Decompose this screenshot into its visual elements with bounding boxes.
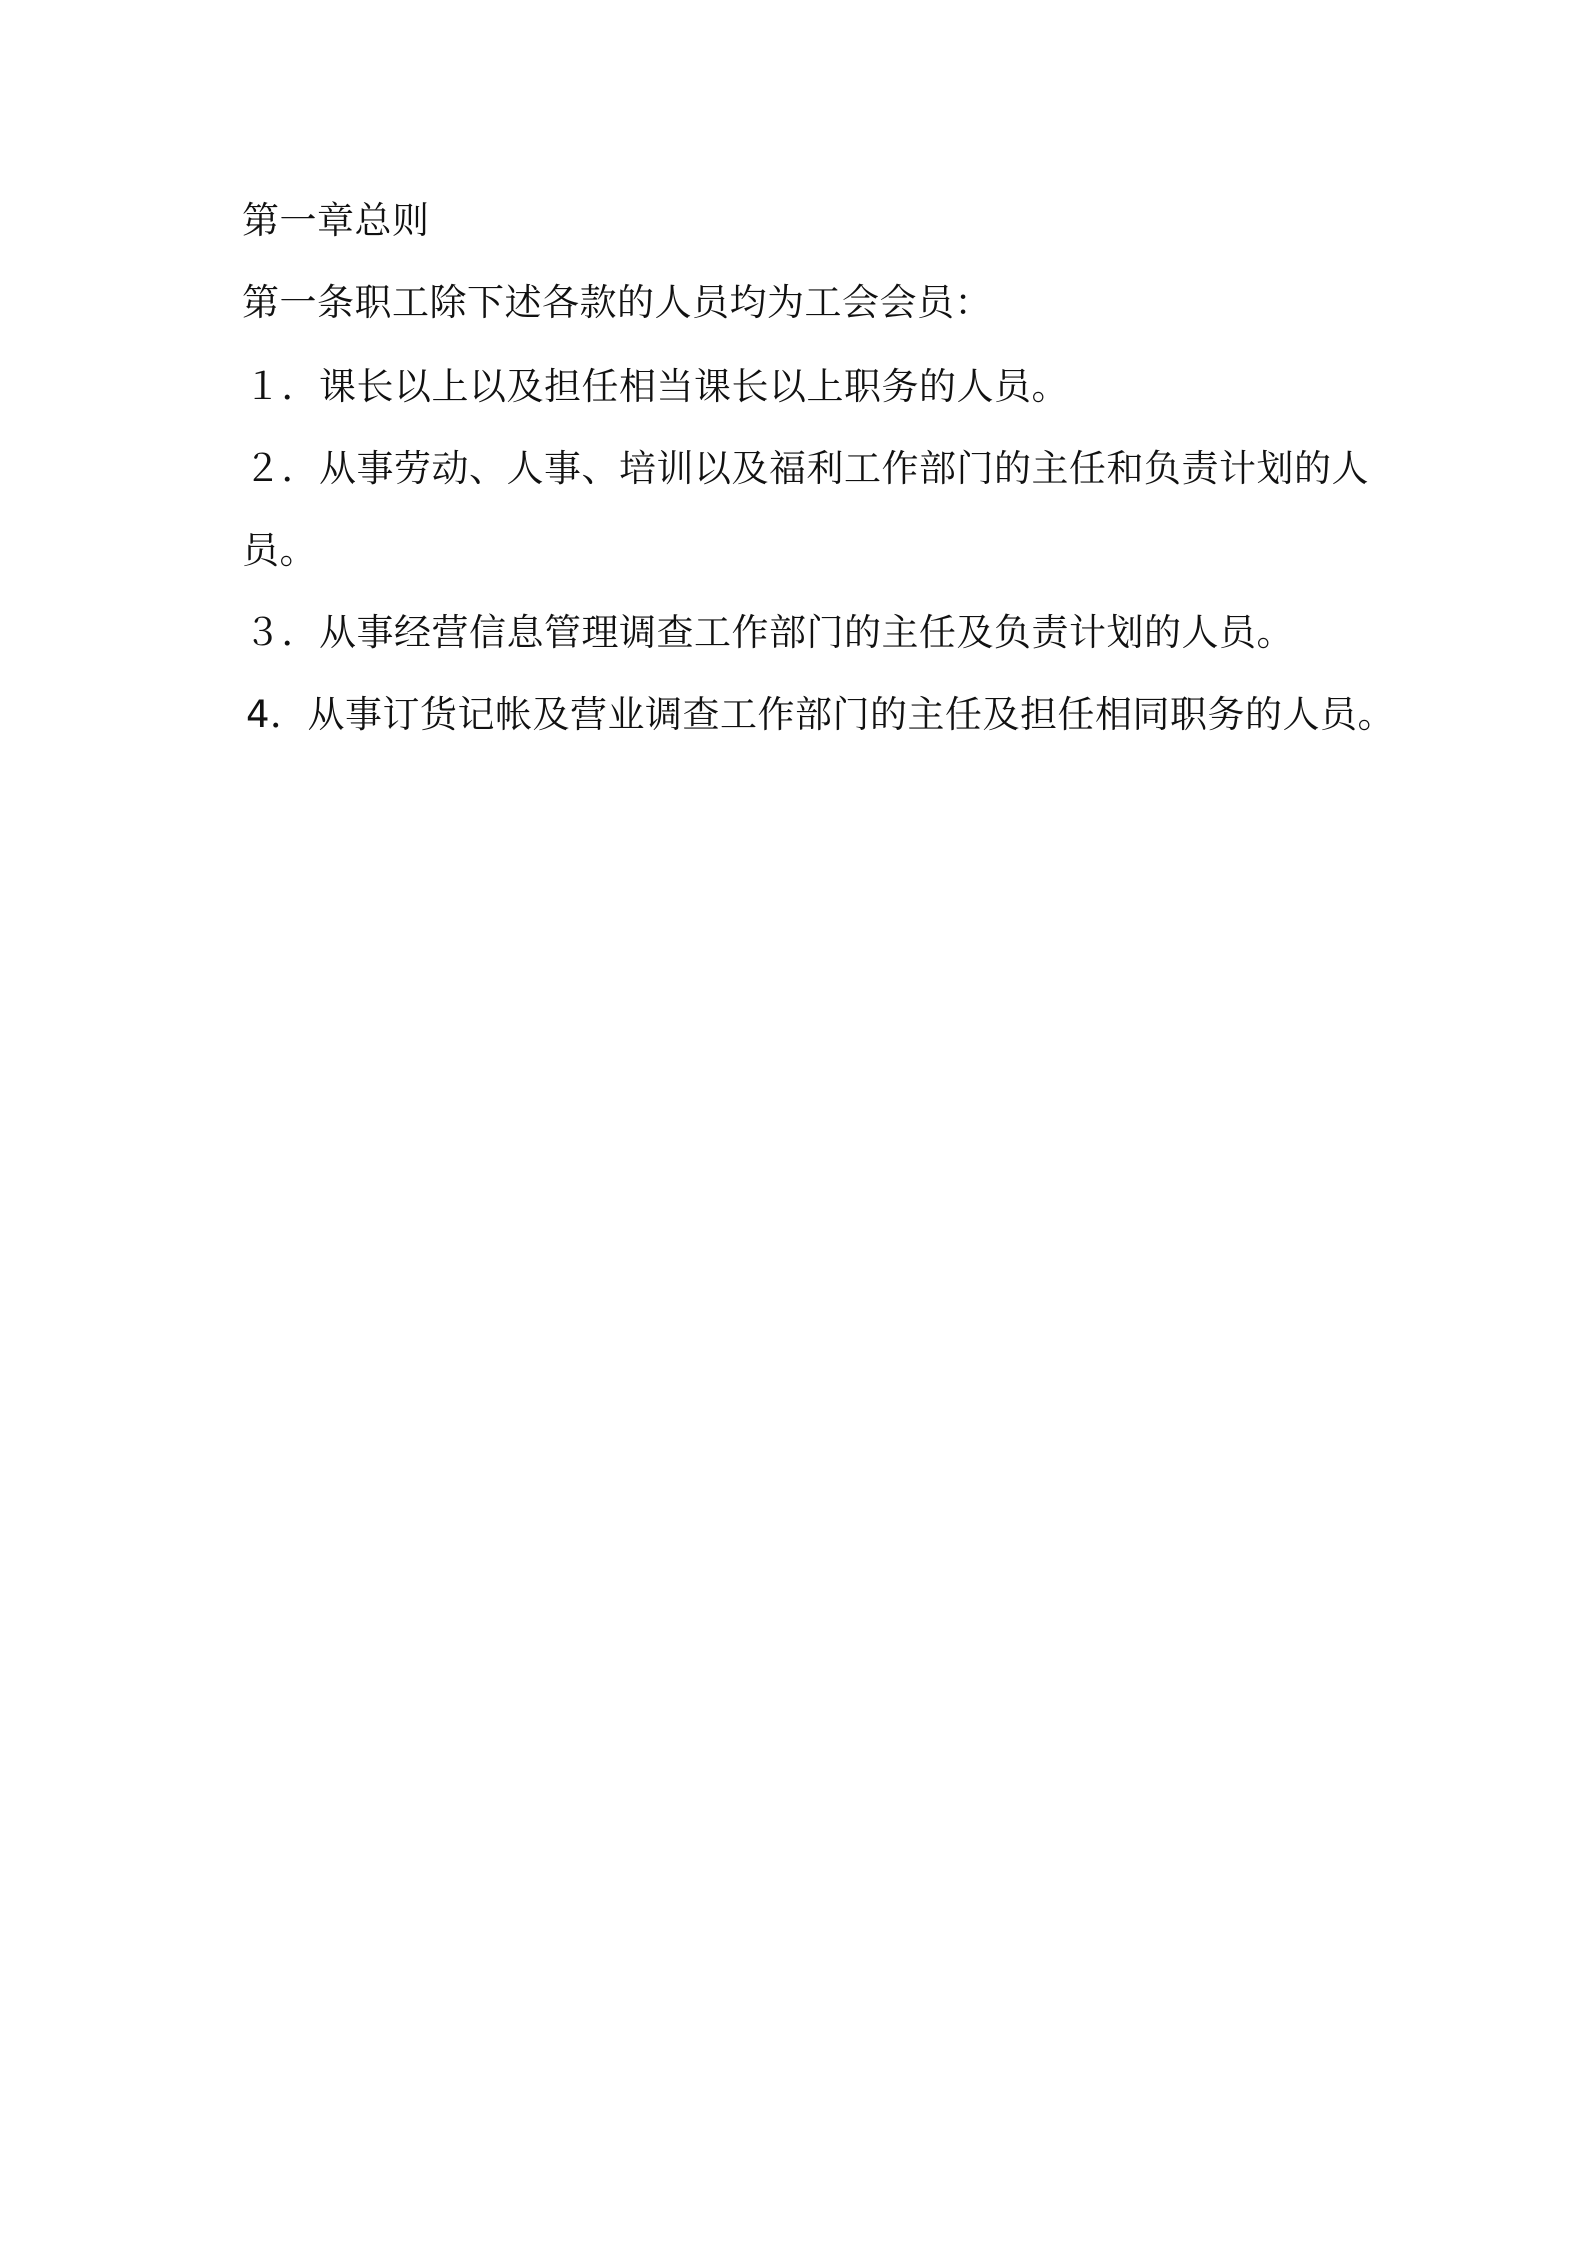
list-item: ３．从事经营信息管理调查工作部门的主任及负责计划的人员。 <box>244 611 1294 654</box>
list-item: １．课长以上以及担任相当课长以上职务的人员。 <box>244 365 1069 408</box>
list-item-continuation: 员。 <box>242 529 317 572</box>
chapter-title: 第一章总则 <box>242 199 430 242</box>
list-item: ２．从事劳动、人事、培训以及福利工作部门的主任和负责计划的人 <box>244 447 1369 490</box>
document-body <box>242 198 1396 738</box>
list-item: 4．从事订货记帐及营业调查工作部门的主任及担任相同职务的人员。 <box>246 693 1396 736</box>
article-heading: 第一条职工除下述各款的人员均为工会会员： <box>242 281 992 324</box>
